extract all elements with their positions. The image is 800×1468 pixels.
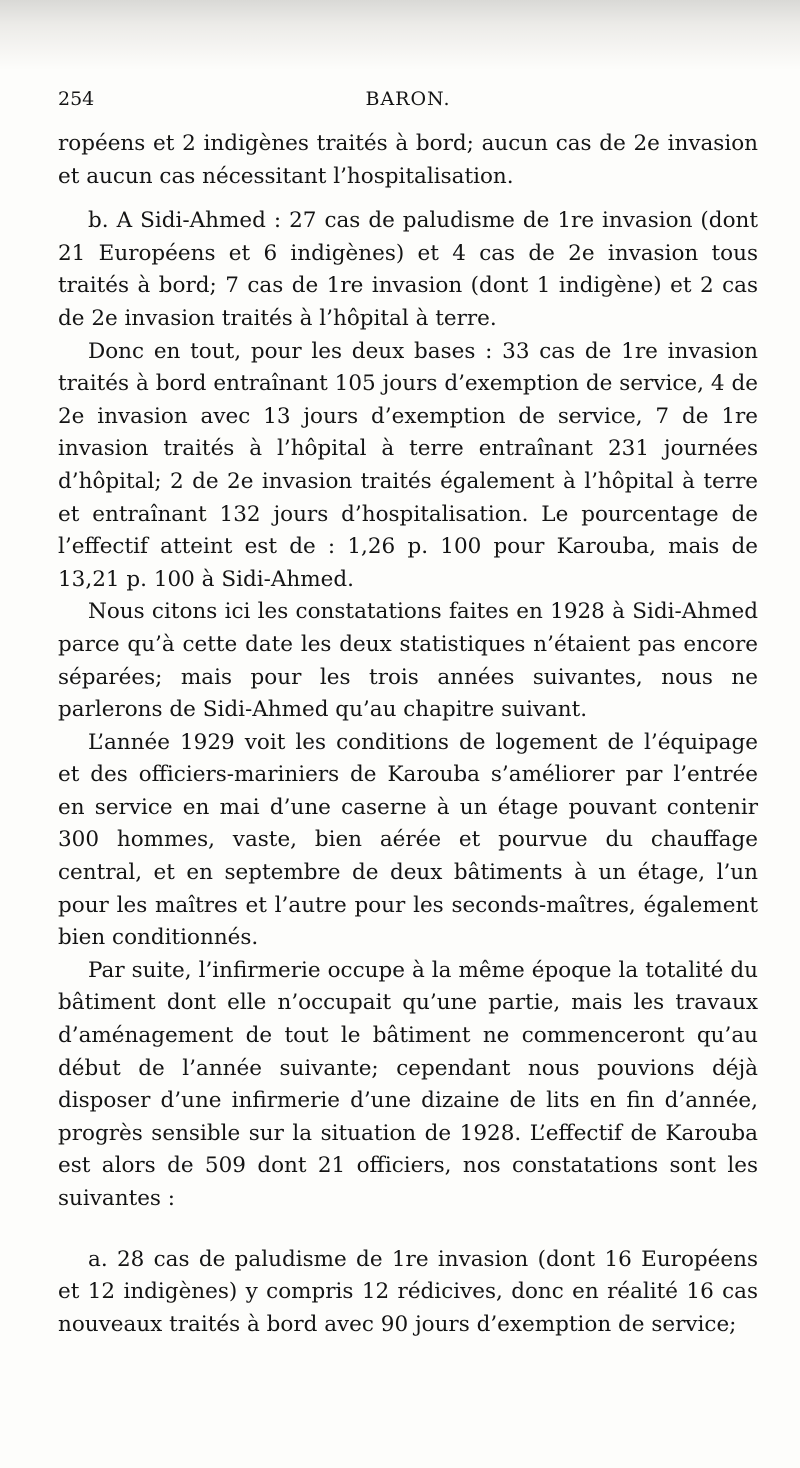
paragraph-sidi-ahmed: b. A Sidi-Ahmed : 27 cas de paludisme de 1re invasion (dont 21 Européens et 6 indigènes) et 4 cas de 2e invasion tous traités à bord; 7 cas de 1re invasion (dont 1 indigène) et 2 cas de 2e invasion traités à l’hôpital à terre. xyxy=(58,208,758,331)
running-title: BARON. xyxy=(365,88,451,110)
text-body xyxy=(58,128,758,1341)
paragraph-continuation: ropéens et 2 indigènes traités à bord; aucun cas de 2e invasion et aucun cas nécessitant l’hospitalisation. xyxy=(58,131,758,189)
paragraph-infirmerie: Par suite, l’infirmerie occupe à la même époque la totalité du bâtiment dont elle n’occupait qu’une partie, mais les travaux d’aménagement de tout le bâtiment ne commenceront qu’au début de l’année suivante; cependant nous pouvions déjà disposer d’une infirmerie d’une dizaine de lits en fin d’année, progrès sensible sur la situation de 1928. L’effectif de Karouba est alors de 509 dont 21 officiers, nos constatations sont les suivantes : xyxy=(58,957,758,1211)
running-head xyxy=(58,88,758,118)
scan-top-shading xyxy=(0,0,800,70)
paragraph-item-a: a. 28 cas de paludisme de 1re invasion (dont 16 Européens et 12 indigènes) y compris 12 rédicives, donc en réalité 16 cas nouveaux traités à bord avec 90 jours d’exemption de service; xyxy=(58,1246,758,1337)
paragraph-constatations: Nous citons ici les constatations faites en 1928 à Sidi-Ahmed parce qu’à cette date les deux statistiques n’étaient pas encore séparées; mais pour les trois années suivantes, nous ne parlerons de Sidi-Ahmed qu’au chapitre suivant. xyxy=(58,599,758,723)
page-number: 254 xyxy=(58,88,95,110)
paragraph-annee-1929: L’année 1929 voit les conditions de logement de l’équipage et des officiers-mariniers de Karouba s’améliorer par l’entrée en service en mai d’une caserne à un étage pouvant contenir 300 hommes, vaste, bien aérée et pourvue du chauffage central, et en septembre de deux bâtiments à un étage, l’un pour les maîtres et l’autre pour les seconds-maîtres, également bien conditionnés. xyxy=(58,729,758,951)
paragraph-total: Donc en tout, pour les deux bases : 33 cas de 1re invasion traités à bord entraînant 105 jours d’exemption de service, 4 de 2e invasion avec 13 jours d’exemption de service, 7 de 1re invasion traités à l’hôpital à terre entraînant 231 journées d’hôpital; 2 de 2e invasion traités également à l’hôpital à terre et entraînant 132 jours d’hospitalisation. Le pourcentage de l’effectif atteint est de : 1,26 p. 100 pour Karouba, mais de 13,21 p. 100 à Sidi-Ahmed. xyxy=(58,338,758,592)
